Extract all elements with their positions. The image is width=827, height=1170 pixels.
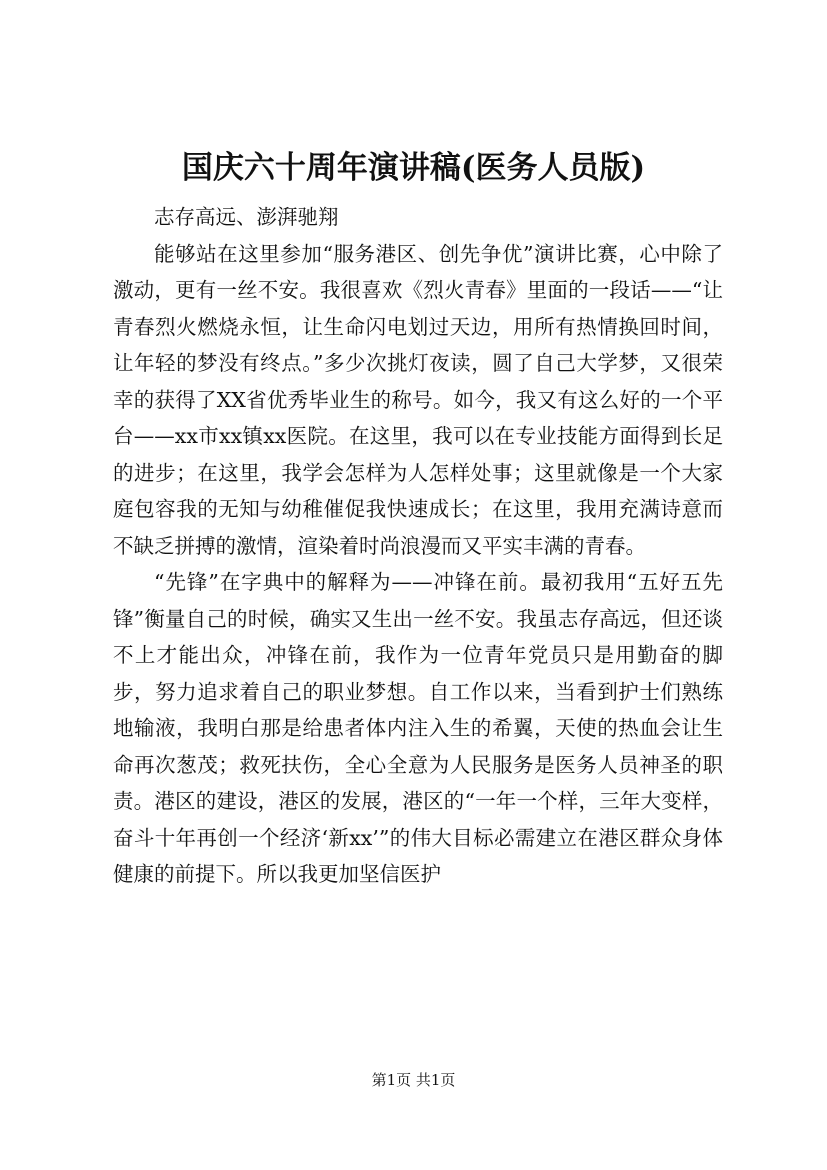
paragraph-1: 能够站在这里参加“服务港区、创先争优”演讲比赛，心中除了激动，更有一丝不安。我很喜欢《烈火青春》里面的一段话——“让青春烈火燃烧永恒，让生命闪电划过天边，用所有热情换回时间，让年轻的梦没有终点。”多少次挑灯夜读，圆了自己大学梦，又很荣幸的获得了XX省优秀毕业生的称号。如今，我又有这么好的一个平台——xx市xx镇xx医院。在这里，我可以在专业技能方面得到长足的进步；在这里，我学会怎样为人怎样处事；这里就像是一个大家庭包容我的无知与幼稚催促我快速成长；在这里，我用充满诗意而不缺乏拼搏的激情，渲染着时尚浪漫而又平实丰满的青春。 bbox=[113, 241, 723, 558]
document-title: 国庆六十周年演讲稿(医务人员版) bbox=[181, 150, 646, 186]
document-body bbox=[113, 199, 723, 893]
page-footer: 第1页 共1页 bbox=[371, 1071, 456, 1089]
paragraph-2: “先锋”在字典中的解释为——冲锋在前。最初我用“五好五先锋”衡量自己的时候，确实又生出一丝不安。我虽志存高远，但还谈不上才能出众，冲锋在前，我作为一位青年党员只是用勤奋的脚步，努力追求着自己的职业梦想。自工作以来，当看到护士们熟练地输液，我明白那是给患者体内注入生的希翼，天使的热血会让生命再次葱茂；救死扶伤，全心全意为人民服务是医务人员神圣的职责。港区的建设，港区的发展，港区的“一年一个样，三年大变样，奋斗十年再创一个经济‘新xx’”的伟大目标必需建立在港区群众身体健康的前提下。所以我更加坚信医护 bbox=[113, 570, 723, 886]
document-subtitle: 志存高远、澎湃驰翔 bbox=[154, 205, 339, 229]
